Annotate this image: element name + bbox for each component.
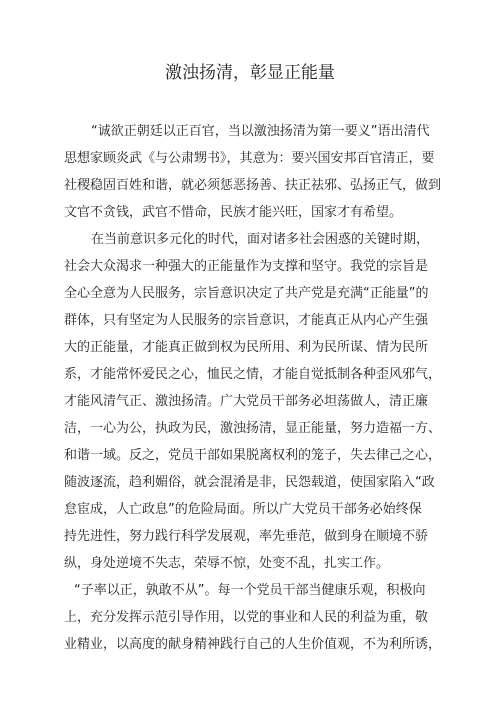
text-line: 文官不贪钱，武官不惜命，民族才能兴旺，国家才有希望。 bbox=[64, 205, 403, 220]
text-line: 思想家顾炎武《与公肃甥书》，其意为：要兴国安邦百官清正，要 bbox=[64, 151, 435, 166]
text-line: 在当前意识多元化的时代，面对诸多社会困惑的关键时期， bbox=[91, 232, 430, 247]
text-line: 纵，身处逆境不失志，荣辱不惊，处变不乱，扎实工作。 bbox=[64, 556, 390, 571]
text-line: 才能风清气正、激浊扬清。广大党员干部务必坦荡做人，清正廉 bbox=[64, 394, 429, 409]
text-line: 系，才能常怀爱民之心，恤民之情，才能自觉抵制各种歪风邪气， bbox=[64, 367, 442, 382]
text-line: 业精业，以高度的献身精神践行自己的人生价值观，不为利所诱， bbox=[64, 637, 442, 652]
document-body bbox=[64, 118, 444, 658]
text-line: 上，充分发挥示范引导作用，以党的事业和人民的利益为重，敬 bbox=[64, 610, 429, 625]
text-line: 群体，只有坚定为人民服务的宗旨意识，才能真正从内心产生强 bbox=[64, 313, 429, 328]
text-line: 社会大众渴求一种强大的正能量作为支撑和坚守。我党的宗旨是 bbox=[64, 259, 429, 274]
text-line: 社稷稳固百姓和谐，就必须惩恶扬善、扶正祛邪、弘扬正气，做到 bbox=[64, 178, 442, 193]
text-line: 随波逐流，趋利媚俗，就会混淆是非，民怨载道，使国家陷入“政 bbox=[64, 475, 435, 490]
text-line: 大的正能量，才能真正做到权为民所用、利为民所谋、情为民所 bbox=[64, 340, 429, 355]
text-line: 怠宦成，人亡政息”的危险局面。所以广大党员干部务必始终保 bbox=[64, 502, 422, 517]
text-line: “诚欲正朝廷以正百官，当以激浊扬清为第一要义”语出清代 bbox=[91, 124, 430, 139]
text-line: 全心全意为人民服务，宗旨意识决定了共产党是充满“正能量”的 bbox=[64, 286, 429, 301]
document-title: 激浊扬清，彰显正能量 bbox=[165, 63, 335, 83]
text-line: 和谐一域。反之，党员干部如果脱离权利的笼子，失去律己之心， bbox=[64, 448, 442, 463]
text-line: 洁，一心为公，执政为民，激浊扬清，显正能量，努力造福一方、 bbox=[64, 421, 442, 436]
text-line: 持先进性，努力践行科学发展观，率先垂范，做到身在顺境不骄 bbox=[64, 529, 429, 544]
text-line: “子率以正，孰敢不从”。每一个党员干部当健康乐观，积极向 bbox=[74, 583, 426, 598]
